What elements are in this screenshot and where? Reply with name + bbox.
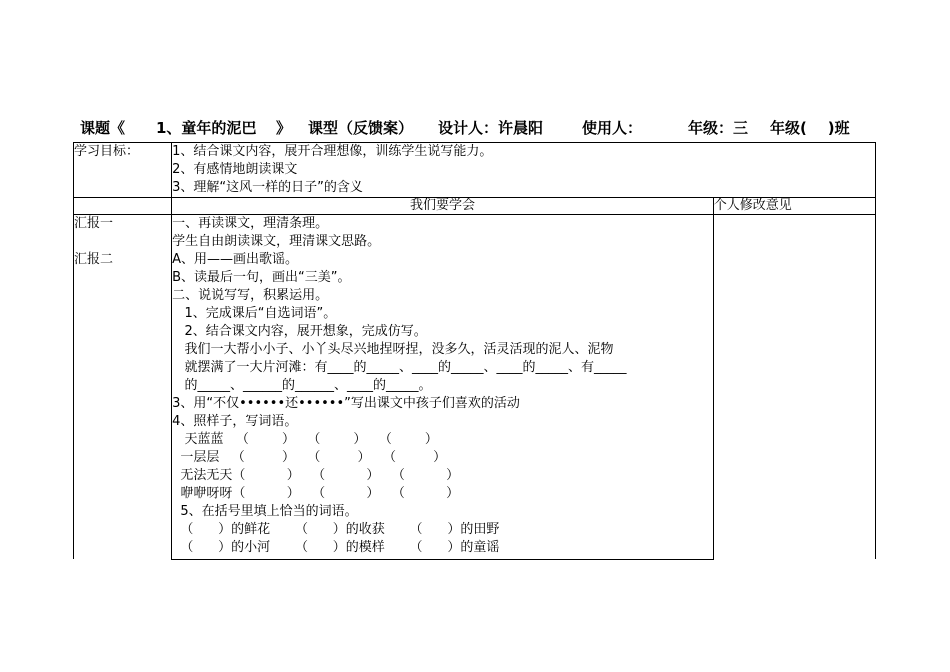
user-label: 使用人： [582, 119, 643, 137]
section-header-blank [74, 198, 172, 215]
content-line: B、读最后一句，画出“三美”。 [172, 270, 351, 285]
content-line: 一层层 （ ） （ ） （ ） [172, 450, 447, 465]
content-line: 天蓝蓝 （ ） （ ） （ ） [172, 432, 438, 447]
content-line: 4、照样子，写词语。 [172, 414, 298, 429]
content-line: 2、结合课文内容，展开想象，完成仿写。 [172, 324, 427, 339]
objectives-list [172, 143, 876, 198]
content-line: 无法无天（ ） （ ） （ ） [172, 468, 460, 483]
lesson-type: 课型（反馈案） [308, 119, 414, 137]
objective-item: 2、有感情地朗读课文 [172, 162, 298, 177]
content-line: 就摆满了一大片河滩：有____的_____、____的_____、____的_____、有_____ [172, 360, 627, 375]
content-line: 5、在括号里填上恰当的词语。 [172, 504, 358, 519]
section-header-main: 我们要学会 [172, 198, 714, 215]
content-line: 的_____、______的______、____的_____。 [172, 378, 432, 393]
grade-label: 年级：三 [688, 119, 749, 137]
objectives-label: 学习目标： [74, 143, 172, 198]
content-line: 3、用“不仅••••••还••••••”写出课文中孩子们喜欢的活动 [172, 396, 520, 411]
content-line: 我们一大帮小小子、小丫头尽兴地捏呀捏，没多久，活灵活现的泥人、泥物 [172, 342, 614, 357]
objective-item: 3、理解“这风一样的日子”的含义 [172, 180, 363, 195]
objectives-row [74, 143, 876, 198]
reports-labels [74, 215, 172, 560]
report-label-2: 汇报二 [74, 252, 114, 267]
designer: 设计人：许晨阳 [438, 119, 544, 137]
content-line: （ ）的鲜花 （ ）的收获 （ ）的田野 [172, 522, 500, 537]
content-line: 咿咿呀呀（ ） （ ） （ ） [172, 486, 460, 501]
content-line: 1、完成课后“自选词语”。 [172, 306, 337, 321]
content-line: A、用——画出歌谣。 [172, 252, 299, 267]
course-title: 1、童年的泥巴 [156, 119, 257, 137]
objective-item: 1、结合课文内容，展开合理想像，训练学生说写能力。 [172, 144, 493, 159]
report-label-1: 汇报一 [74, 216, 114, 231]
content-line: 一、再读课文，理清条理。 [172, 216, 329, 231]
report-content [172, 215, 714, 560]
course-title-close: 》 [276, 119, 292, 137]
section-header-side: 个人修改意见 [713, 198, 875, 215]
reports-row [74, 215, 876, 560]
lesson-header [80, 117, 880, 139]
section-header-row [74, 198, 876, 215]
revision-notes-cell [713, 215, 875, 560]
content-line: 学生自由朗读课文，理清课文思路。 [172, 234, 381, 249]
content-line: （ ）的小河 （ ）的模样 （ ）的童谣 [172, 540, 500, 555]
course-label: 课题《 [80, 119, 126, 137]
content-line: 二、说说写写，积累运用。 [172, 288, 329, 303]
feedback-table [73, 142, 876, 560]
grade-class: 年级( )班 [770, 119, 850, 137]
